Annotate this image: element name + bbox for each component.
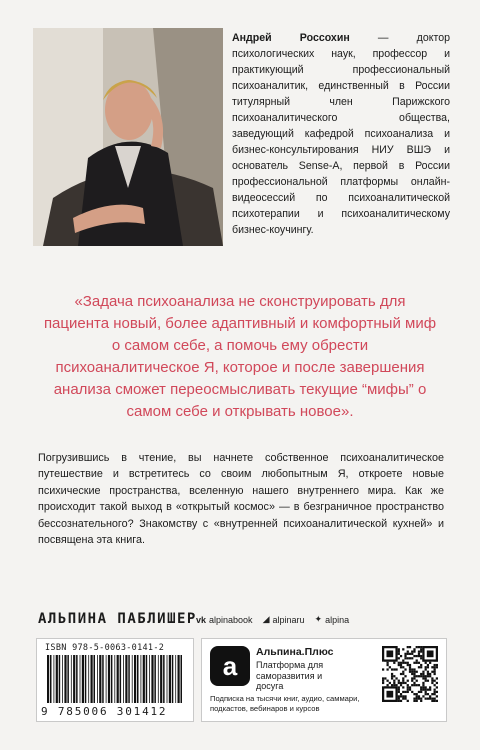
ean-number: 9 785006 301412	[41, 705, 168, 718]
barcode-panel	[36, 638, 194, 722]
social-handle: alpina	[325, 614, 350, 625]
plus-subtext: Подписка на тысячи книг, аудио, саммари, подкастов, вебинаров и курсов	[210, 694, 360, 713]
social-dzen[interactable]	[315, 614, 350, 625]
publisher-socials	[196, 614, 349, 625]
social-handle: alpinaru	[272, 614, 305, 625]
alpina-plus-panel	[201, 638, 447, 722]
author-name: Андрей Россохин	[232, 32, 350, 44]
dzen-icon: ✦	[314, 614, 323, 624]
isbn-number: ISBN 978-5-0063-0141-2	[45, 643, 165, 653]
alpina-plus-logo-icon: a	[210, 646, 250, 686]
telegram-icon: ◢	[262, 614, 270, 624]
social-vk[interactable]	[196, 615, 253, 625]
author-bio-text: — доктор психологических наук, профессор и практикующий профессиональный психоаналитик, единственный в России титулярный член Парижского психоаналитического общества, заведующий кафедрой психоанализа и бизнес-консультирования НИУ ВШЭ и основатель Sense-A, первой в России профессиональной платформы онлайн-видеосессий по психоаналитической психотерапии и психоаналитическому бизнес-коучингу.	[232, 32, 450, 236]
author-portrait-illustration	[33, 28, 223, 246]
qr-code-icon[interactable]	[382, 646, 438, 702]
social-telegram[interactable]	[263, 614, 305, 625]
plus-name: Альпина.Плюс	[256, 646, 334, 658]
vk-icon: vk	[196, 614, 207, 625]
plus-tagline: Платформа для саморазвития и досуга	[256, 660, 324, 691]
author-bio	[232, 30, 450, 238]
pull-quote: «Задача психоанализа не сконструировать для пациента новый, более адаптивный и комфортный миф о самом себе, а помочь ему обрести психоаналитическое Я, которое и после завершения анализа сможет переосмысливать текущие “мифы” о самом себе и открывать новое».	[43, 293, 437, 420]
author-photo	[33, 28, 223, 246]
barcode-bars	[45, 655, 185, 707]
social-handle: alpinabook	[209, 614, 253, 625]
book-description: Погрузившись в чтение, вы начнете собственное психоаналитическое путешествие и встретитесь со своим любопытным Я, откроете новые психические пространства, вселенную нашего внутреннего мира. Как же происходит такой выход в «открытый космос» — в безграничное пространство бессознательного? Знакомству с «внутренней психоаналитической кухней» и посвящена эта книга.	[38, 452, 444, 547]
publisher-logo: АЛЬПИНА ПАБЛИШЕР	[38, 611, 197, 627]
